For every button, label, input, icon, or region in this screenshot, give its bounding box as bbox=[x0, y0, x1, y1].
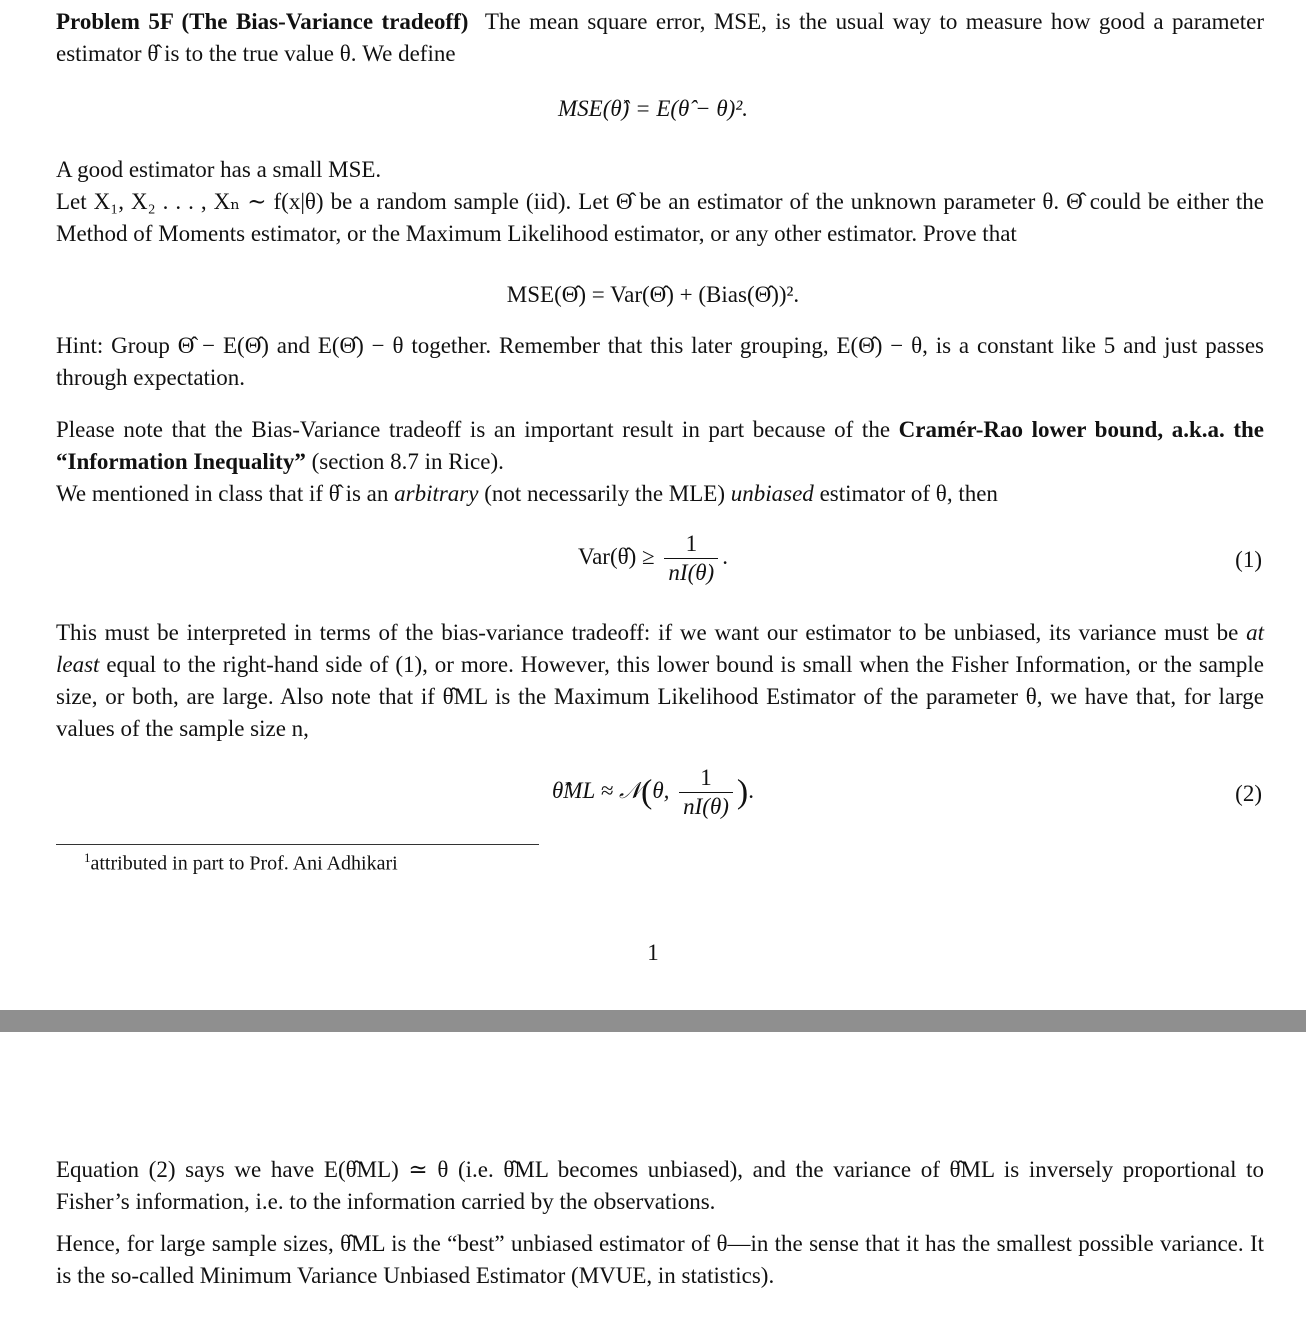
equation-label-1: (1) bbox=[1235, 547, 1262, 572]
interp-a: This must be interpreted in terms of the bias-variance tradeoff: if we want our estimator to be unbiased, its variance must be bbox=[56, 620, 1239, 645]
paragraph-equation-2-says: Equation (2) says we have E(θ̂ML) ≃ θ (i.e. θ̂ML becomes unbiased), and the variance of θ̂ML is inversely proportional to Fisher’s information, i.e. to the information carried by the observations. bbox=[56, 1157, 1264, 1214]
paragraph-mentioned-in-class bbox=[56, 478, 1264, 510]
equation-cramer-rao: Var(θ̂) ≥ $\frac{1}{nI(\theta)}$ . bbox=[578, 531, 728, 585]
equation-asymptotic-normality: θ̂ML ≈ 𝒩(θ, $\frac{1}{nI(\theta)}$ ). bbox=[552, 765, 754, 819]
paragraph-hence-mvue: Hence, for large sample sizes, θ̂ML is the “best” unbiased estimator of θ—in the sense that it has the smallest possible variance. It is the so-called Minimum Variance Unbiased Estimator (MVUE, in statistics). bbox=[56, 1231, 1264, 1288]
mentioned-c: estimator of θ, then bbox=[819, 481, 998, 506]
footnote bbox=[84, 850, 398, 876]
note-start: Please note that the Bias-Variance tradeoff is an important result in part because of the bbox=[56, 417, 891, 442]
paragraph-cramer-rao-note bbox=[56, 414, 1264, 478]
asym-denominator: nI(θ) bbox=[683, 794, 729, 819]
mentioned-arbitrary: arbitrary bbox=[394, 481, 479, 506]
footnote-marker: 1 bbox=[84, 850, 91, 865]
mentioned-a: We mentioned in class that if θ̂ is an bbox=[56, 481, 389, 506]
asym-fraction bbox=[679, 764, 733, 821]
interp-b: equal to the right-hand side of (1), or more. However, this lower bound is small when the Fisher Information, or the sample size, or both, are large. Also note that if θ̂ML is the Maximum Likelihood Estimator of the parameter θ, we have that, for large values of the sample size n, bbox=[56, 652, 1264, 741]
equation-mse-decomposition: MSE(Θ̂) = Var(Θ̂) + (Bias(Θ̂))². bbox=[506, 282, 800, 307]
note-bold: Cramér-Rao lower bound, a.k.a. the “Information Inequality” bbox=[56, 417, 1265, 474]
footnote-rule bbox=[56, 844, 539, 845]
mentioned-b: (not necessarily the MLE) bbox=[484, 481, 725, 506]
cr-fraction bbox=[664, 530, 718, 587]
interp-atleast: at least bbox=[56, 620, 1265, 677]
asym-numerator: 1 bbox=[679, 764, 733, 793]
asym-lhs: θ̂ML ≈ 𝒩 bbox=[552, 777, 641, 803]
paragraph-random-sample: Let X₁, X₂ . . . , Xₙ ∼ f(x|θ) be a random sample (iid). Let Θ̂ be an estimator of the unknown parameter θ. Θ̂ could be either the Method of Moments estimator, or the Maximum Likelihood estimator, or any other estimator. Prove that bbox=[56, 189, 1264, 246]
note-end: (section 8.7 in Rice). bbox=[311, 449, 504, 474]
paragraph-good-estimator: A good estimator has a small MSE. bbox=[56, 157, 382, 182]
asym-arg: θ, bbox=[652, 777, 670, 803]
equation-mse-definition: MSE(θ̂) = E(θ̂ − θ)². bbox=[558, 96, 748, 121]
paragraph-hint: Hint: Group Θ̂ − E(Θ̂) and E(Θ̂) − θ together. Remember that this later grouping, E(Θ̂) − θ, is a constant like 5 and just passes through expectation. bbox=[56, 333, 1264, 390]
mentioned-unbiased: unbiased bbox=[730, 481, 814, 506]
paragraph-interpretation bbox=[56, 617, 1264, 745]
page-number: 1 bbox=[647, 940, 659, 965]
cr-numerator: 1 bbox=[664, 530, 718, 559]
cr-lhs: Var(θ̂) ≥ bbox=[578, 543, 655, 569]
left-paren: ( bbox=[641, 773, 653, 811]
equation-label-2: (2) bbox=[1235, 781, 1262, 806]
problem-title: Problem 5F (The Bias-Variance tradeoff) bbox=[56, 9, 469, 34]
right-paren: ) bbox=[736, 773, 749, 811]
page-2 bbox=[0, 1032, 1306, 1322]
cr-denominator: nI(θ) bbox=[668, 560, 715, 585]
problem-intro bbox=[56, 6, 1264, 70]
problem-intro-text: The mean square error, MSE, is the usual way to measure how good a parameter estimator θ̂ is to the true value θ. We define bbox=[56, 9, 1264, 66]
footnote-text: attributed in part to Prof. Ani Adhikari bbox=[90, 852, 398, 875]
page-separator bbox=[0, 1010, 1306, 1032]
